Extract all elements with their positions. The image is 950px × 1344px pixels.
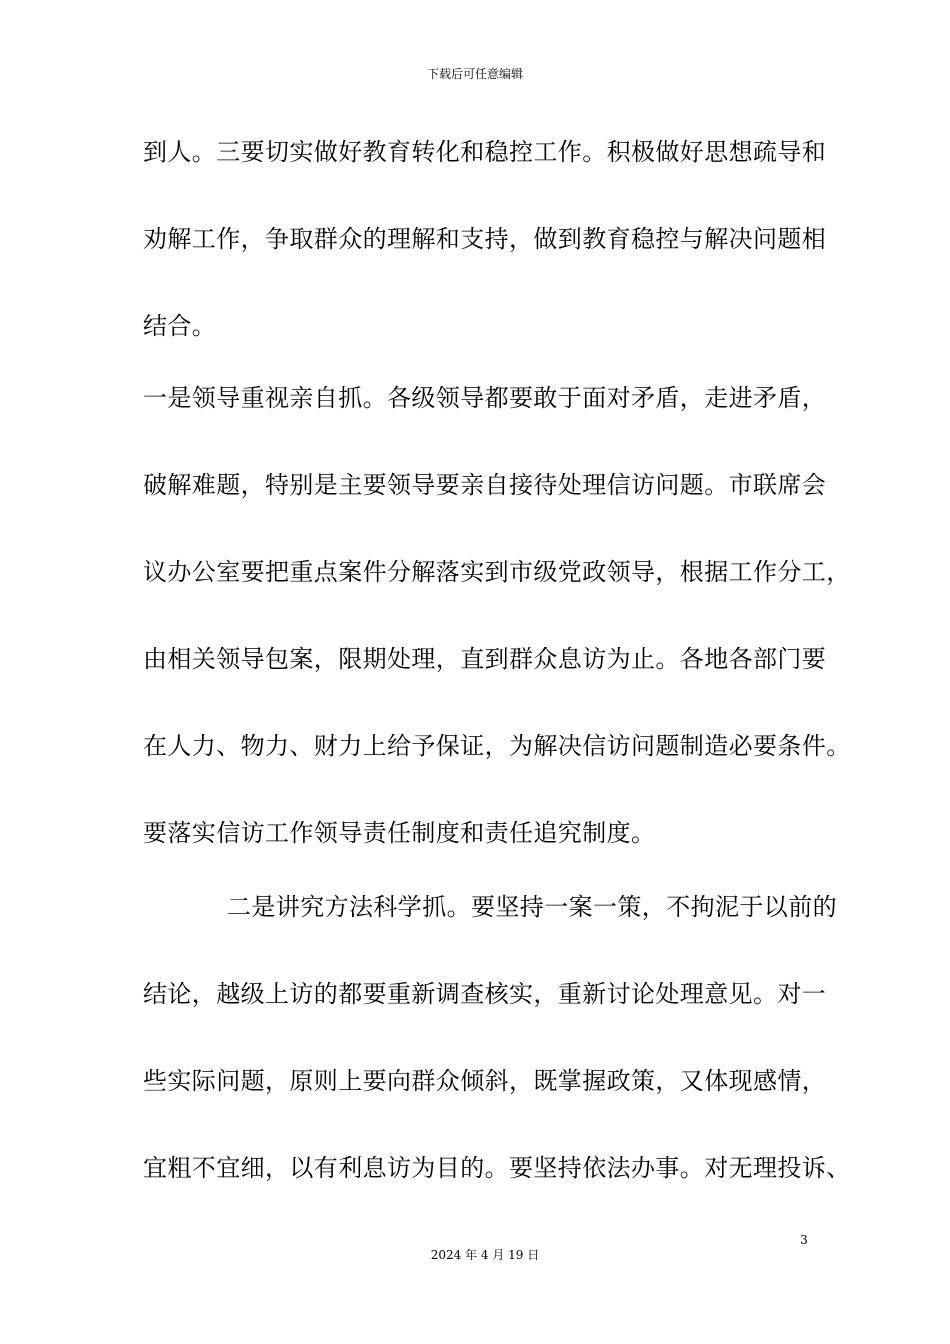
body-line: 宜粗不宜细，以有利息访为目的。要坚持依法办事。对无理投诉、 [143,1154,851,1182]
body-line: 一是领导重视亲自抓。各级领导都要敢于面对矛盾，走进矛盾， [143,384,827,412]
body-line: 在人力、物力、财力上给予保证，为解决信访问题制造必要条件。 [143,732,851,760]
page-number: 3 [800,1233,808,1247]
body-line: 由相关领导包案，限期处理，直到群众息访为止。各地各部门要 [143,645,827,673]
body-line: 破解难题，特别是主要领导要亲自接待处理信访问题。市联席会 [143,471,827,499]
body-line: 些实际问题，原则上要向群众倾斜，既掌握政策，又体现感情， [143,1067,827,1095]
body-line: 议办公室要把重点案件分解落实到市级党政领导，根据工作分工， [143,558,851,586]
body-line: 结合。 [143,312,217,340]
page-footer-date: 2024 年 4 月 19 日 [430,1248,540,1262]
body-line: 劝解工作，争取群众的理解和支持，做到教育稳控与解决问题相 [143,225,827,253]
body-line: 结论，越级上访的都要重新调查核实，重新讨论处理意见。对一 [143,980,827,1008]
body-line: 要落实信访工作领导责任制度和责任追究制度。 [143,819,656,847]
page-header: 下载后可任意编辑 [426,67,523,81]
body-line-indented: 二是讲究方法科学抓。要坚持一案一策，不拘泥于以前的 [227,893,837,921]
body-line: 到人。三要切实做好教育转化和稳控工作。积极做好思想疏导和 [143,138,827,166]
